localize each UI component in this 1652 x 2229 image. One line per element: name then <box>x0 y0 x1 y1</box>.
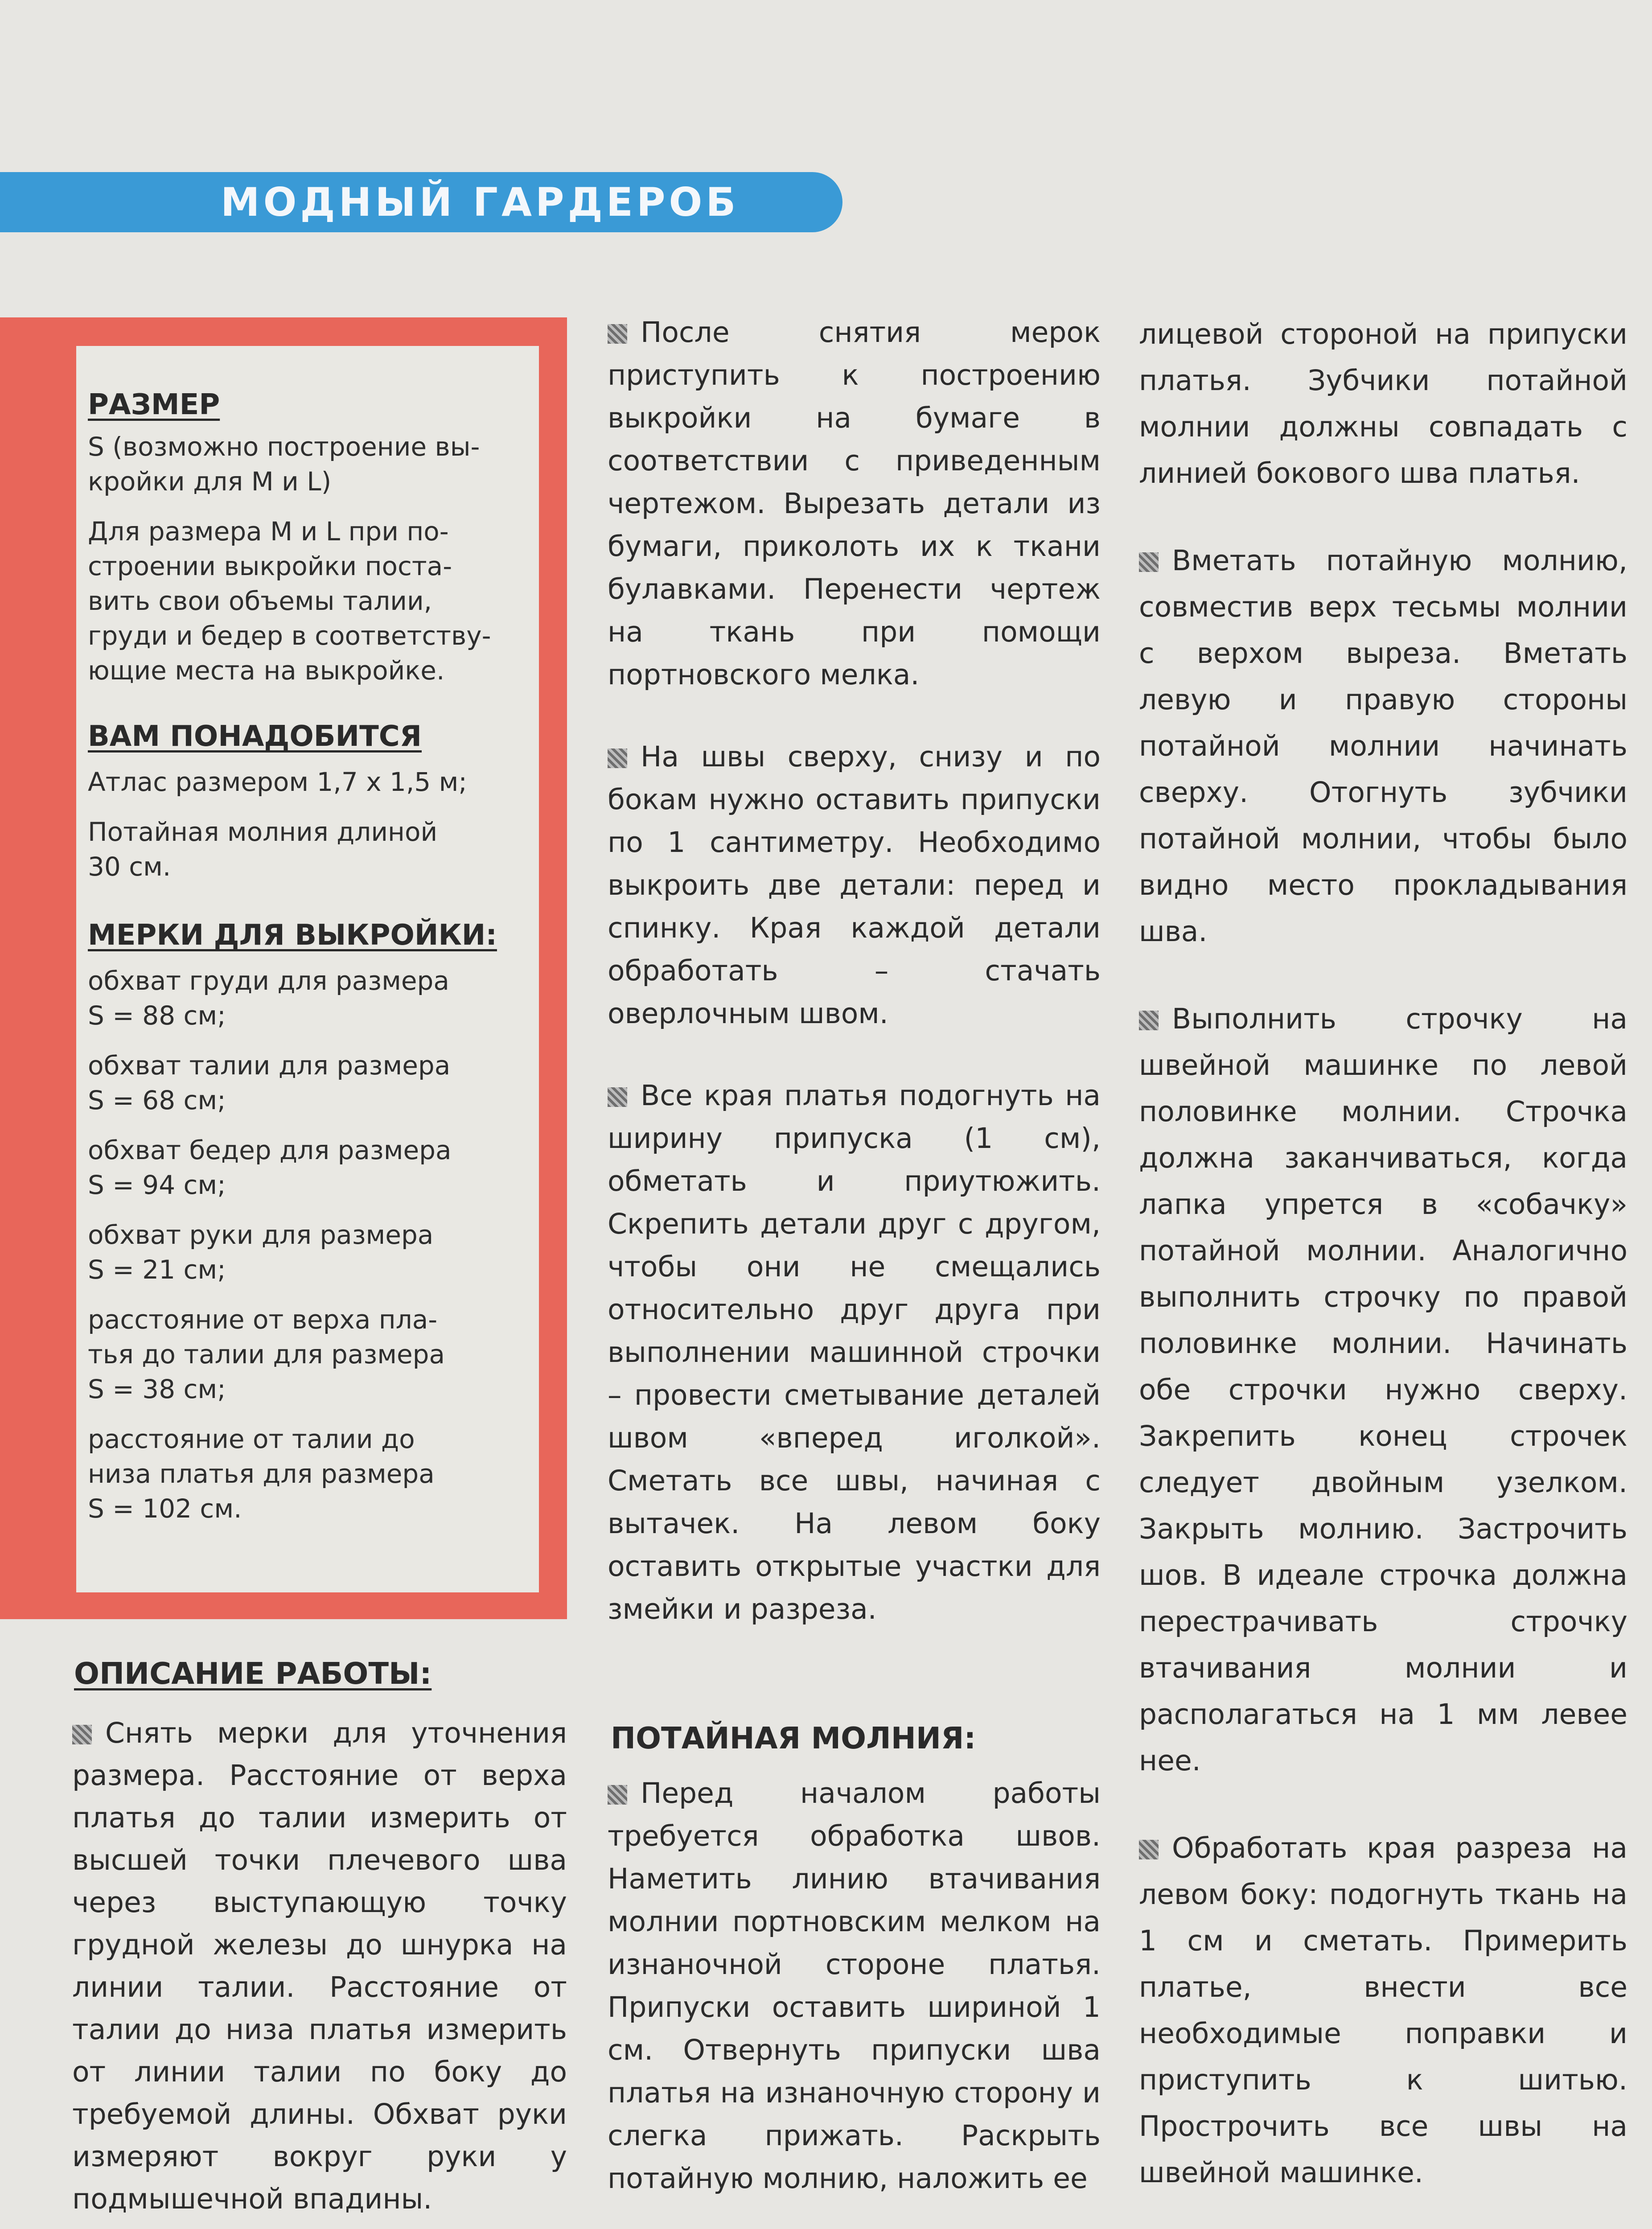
measurement-arm <box>88 1217 526 1287</box>
description-heading: ОПИСАНИЕ РАБОТЫ: <box>74 1656 432 1691</box>
paragraph-text: Снять мерки для уточнения размера. Расстояние от верха платья до талии измерить от высшей точки плечевого шва через выступающую точку грудной железы до шнурка на линии талии. Расстояние от талии до низа платья измерить от линии талии по боку до требуемой длины. Обхват руки измеряют вокруг руки у подмышечной впадины. <box>72 1717 567 2215</box>
paragraph-text: Все края платья подогнуть на ширину припуска (1 см), обметать и приутюжить. Скрепить детали друг с другом, чтобы они не смещались относительно друг друга при выполнении машинной строчки – провести сметывание деталей швом «вперед иголкой». Сметать все швы, начиная с вытачек. На левом боку оставить открытые участки для змейки и разреза. <box>608 1079 1101 1625</box>
square-bullet-icon <box>608 1785 627 1805</box>
materials-fabric <box>88 765 526 799</box>
text-line: расстояние от талии до <box>88 1424 415 1454</box>
text-line: Для размера M и L при по- <box>88 516 449 547</box>
text-line: 30 см. <box>88 851 171 882</box>
paragraph-text: Перед началом работы требуется обработка швов. Наметить линию втачивания молнии портновским мелком на изнаночной стороне платья. Припуски оставить шириной 1 см. Отвернуть припуски шва платья на изнаночную сторону и слегка прижать. Раскрыть потайную молнию, наложить ее <box>608 1777 1101 2195</box>
text-line: обхват бедер для размера <box>88 1135 452 1165</box>
text-line: S = 88 см; <box>88 1000 226 1031</box>
section-title: МОДНЫЙ ГАРДЕРОБ <box>221 179 740 225</box>
paragraph-text: После снятия мерок приступить к построению выкройки на бумаге в соответствии с приведенным чертежом. Вырезать детали из бумаги, приколоть их к ткани булавками. Перенести чертеж на ткань при помощи портновского мелка. <box>608 316 1101 691</box>
text-line: S = 94 см; <box>88 1170 226 1200</box>
square-bullet-icon <box>608 324 627 344</box>
paragraph <box>72 1712 567 2220</box>
paragraph <box>608 736 1101 1035</box>
text-line: груди и бедер в соответству- <box>88 621 491 651</box>
paragraph-text: лицевой стороной на припуски платья. Зубчики потайной молнии должны совпадать с линией бокового шва платья. <box>1139 318 1627 489</box>
text-line: ющие места на выкройке. <box>88 655 445 686</box>
paragraph-text: Обработать края разреза на левом боку: подогнуть ткань на 1 см и сметать. Примерить платье, внести все необходимые поправки и приступить к шитью. Прострочить все швы на швейной машинке. <box>1139 1832 1627 2189</box>
text-line: Атлас размером 1,7 х 1,5 м; <box>88 767 467 797</box>
text-line: низа платья для размера <box>88 1459 435 1489</box>
text-line: S = 21 см; <box>88 1254 226 1285</box>
measurement-hips <box>88 1133 526 1202</box>
measurement-waist <box>88 1048 526 1118</box>
paragraph <box>608 1772 1101 2200</box>
middle-column <box>608 311 1101 1631</box>
materials-zipper <box>88 814 526 884</box>
paragraph-text: Вметать потайную молнию, совместив верх тесьмы молнии с верхом выреза. Вметать левую и правую стороны потайной молнии начинать сверху. Отогнуть зубчики потайной молнии, чтобы было видно место прокладывания шва. <box>1139 544 1627 948</box>
size-heading: РАЗМЕР <box>88 388 220 421</box>
text-line: S = 38 см; <box>88 1374 226 1404</box>
square-bullet-icon <box>608 1087 627 1107</box>
measurement-chest <box>88 963 526 1033</box>
text-line: S (возможно построение вы- <box>88 432 480 462</box>
text-line: тья до талии для размера <box>88 1339 445 1369</box>
square-bullet-icon <box>1139 1011 1159 1030</box>
right-column <box>1139 311 1627 2196</box>
square-bullet-icon <box>1139 552 1159 572</box>
middle-column-continued <box>608 1772 1101 2200</box>
text-line: кройки для M и L) <box>88 466 332 497</box>
paragraph-text: На швы сверху, снизу и по бокам нужно оставить припуски по 1 сантиметру. Необходимо выкроить две детали: перед и спинку. Края каждой детали обработать – стачать оверлочным швом. <box>608 740 1101 1030</box>
size-note <box>88 429 526 499</box>
square-bullet-icon <box>72 1725 92 1744</box>
square-bullet-icon <box>608 748 627 768</box>
paragraph <box>608 1074 1101 1631</box>
text-line: обхват талии для размера <box>88 1050 451 1081</box>
zipper-heading: ПОТАЙНАЯ МОЛНИЯ: <box>611 1721 976 1756</box>
paragraph <box>1139 311 1627 497</box>
text-line: S = 102 см. <box>88 1493 242 1524</box>
sidebar-box <box>76 346 539 1592</box>
paragraph <box>1139 538 1627 955</box>
square-bullet-icon <box>1139 1840 1159 1859</box>
text-line: обхват груди для размера <box>88 966 449 996</box>
paragraph <box>1139 1825 1627 2196</box>
measurements-heading: МЕРКИ ДЛЯ ВЫКРОЙКИ: <box>88 919 497 952</box>
measurement-top-to-waist <box>88 1302 526 1406</box>
description-column <box>72 1712 567 2220</box>
materials-heading: ВАМ ПОНАДОБИТСЯ <box>88 720 422 753</box>
text-line: расстояние от верха пла- <box>88 1304 438 1335</box>
text-line: S = 68 см; <box>88 1085 226 1115</box>
paragraph-text: Выполнить строчку на швейной машинке по левой половинке молнии. Строчка должна заканчиваться, когда лапка упрется в «собачку» потайной молнии. Аналогично выполнить строчку по правой половинке молнии. Начинать обе строчки нужно сверху. Закрепить конец строчек следует двойным узелком. Закрыть молнию. Застрочить шов. В идеале строчка должна перестрачивать строчку втачивания молнии и располагаться на 1 мм левее нее. <box>1139 1003 1627 1777</box>
size-instructions <box>88 514 526 688</box>
paragraph <box>608 311 1101 696</box>
text-line: вить свои объемы талии, <box>88 586 432 616</box>
text-line: обхват руки для размера <box>88 1220 434 1250</box>
measurement-waist-to-hem <box>88 1422 526 1526</box>
text-line: Потайная молния длиной <box>88 817 438 847</box>
text-line: строении выкройки поста- <box>88 551 452 581</box>
paragraph <box>1139 996 1627 1784</box>
